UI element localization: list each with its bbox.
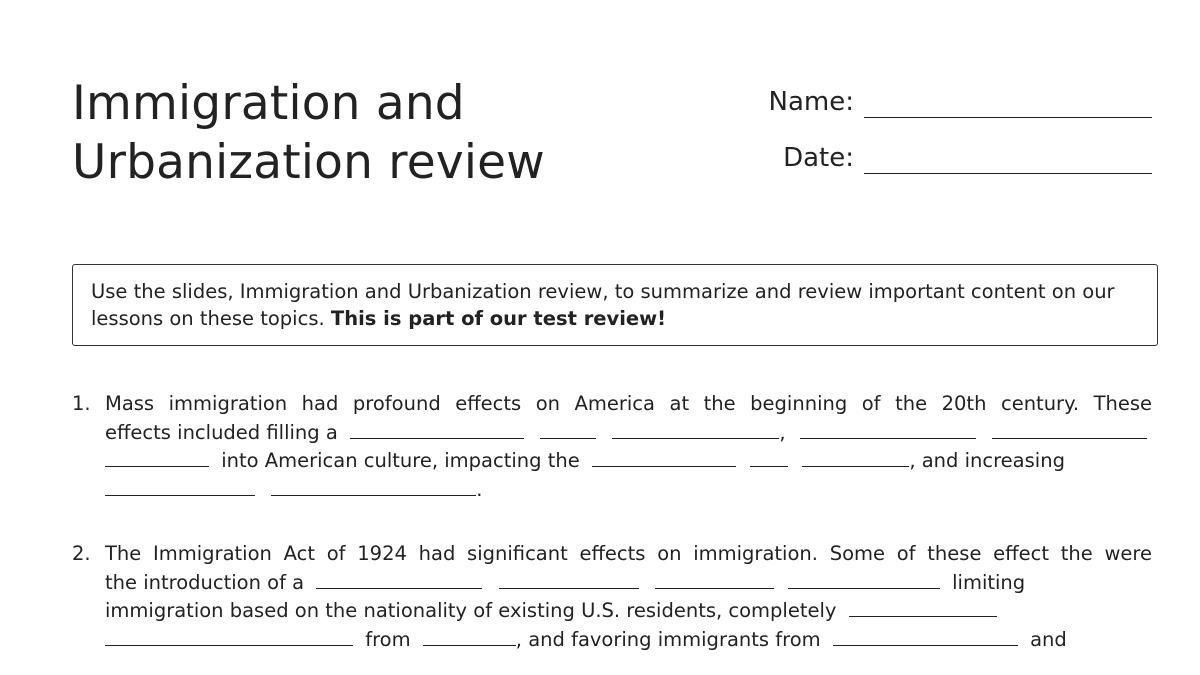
- date-label: Date:: [783, 143, 854, 173]
- q1-line-2: [105, 419, 1152, 448]
- answer-blank[interactable]: [105, 448, 209, 467]
- q2-line-3: [105, 597, 1152, 626]
- q2-line-1: The Immigration Act of 1924 had significant effects on immigration. Some of these effect the were: [105, 542, 1152, 565]
- answer-blank[interactable]: [540, 420, 596, 439]
- date-field[interactable]: [864, 135, 1152, 174]
- q1-comma: ,: [779, 420, 786, 444]
- q2-line4-text: , and favoring immigrants from: [515, 627, 821, 651]
- q2-line2-text: the introduction of a: [105, 570, 305, 594]
- name-field[interactable]: [864, 79, 1152, 118]
- question-2: [72, 540, 1152, 654]
- student-fields: [762, 78, 1152, 190]
- instructions-bold: This is part of our test review!: [330, 307, 667, 330]
- q2-from-text: from: [365, 627, 411, 651]
- question-1: [72, 390, 1152, 504]
- answer-blank[interactable]: [788, 570, 940, 589]
- answer-blank[interactable]: [833, 627, 1018, 646]
- q1-line2-text: effects included filling a: [105, 420, 338, 444]
- answer-blank[interactable]: [499, 570, 639, 589]
- q2-line-4: [105, 626, 1152, 655]
- answer-blank[interactable]: [105, 627, 353, 646]
- answer-blank[interactable]: [316, 570, 482, 589]
- answer-blank[interactable]: [655, 570, 774, 589]
- page-title: [72, 74, 545, 192]
- name-row: [762, 78, 1152, 118]
- answer-blank[interactable]: [423, 627, 516, 646]
- question-list: [72, 390, 1152, 654]
- name-label: Name:: [768, 87, 854, 117]
- q2-line3-text: immigration based on the nationality of existing U.S. residents, completely: [105, 599, 837, 622]
- title-line-2: Urbanization review: [72, 135, 545, 190]
- answer-blank[interactable]: [992, 420, 1147, 439]
- answer-blank[interactable]: [849, 598, 997, 617]
- q1-period: .: [476, 477, 483, 501]
- answer-blank[interactable]: [105, 477, 255, 496]
- q1-line3-text: into American culture, impacting the: [221, 449, 580, 472]
- q2-line-2: [105, 569, 1152, 598]
- q1-line-1: Mass immigration had profound effects on America at the beginning of the 20th century. These: [105, 392, 1152, 415]
- date-row: [762, 134, 1152, 174]
- q2-line2-end: limiting: [952, 570, 1026, 594]
- question-number: 2.: [72, 542, 91, 565]
- instructions-text: Use the slides, Immigration and Urbanization review, to summarize and review important content on our lessons on these topics.: [91, 280, 1115, 330]
- title-line-1: Immigration and: [72, 76, 465, 131]
- answer-blank[interactable]: [592, 448, 736, 467]
- answer-blank[interactable]: [800, 420, 976, 439]
- answer-blank[interactable]: [750, 448, 788, 467]
- q1-line-3: [105, 447, 1152, 476]
- answer-blank[interactable]: [612, 420, 779, 439]
- q1-line3-end: , and increasing: [909, 449, 1065, 472]
- answer-blank[interactable]: [271, 477, 476, 496]
- answer-blank[interactable]: [802, 448, 909, 467]
- q1-line-4: [105, 476, 1152, 505]
- answer-blank[interactable]: [350, 420, 524, 439]
- question-number: 1.: [72, 392, 91, 415]
- instructions-box: [72, 264, 1158, 346]
- q2-and-text: and: [1030, 627, 1067, 651]
